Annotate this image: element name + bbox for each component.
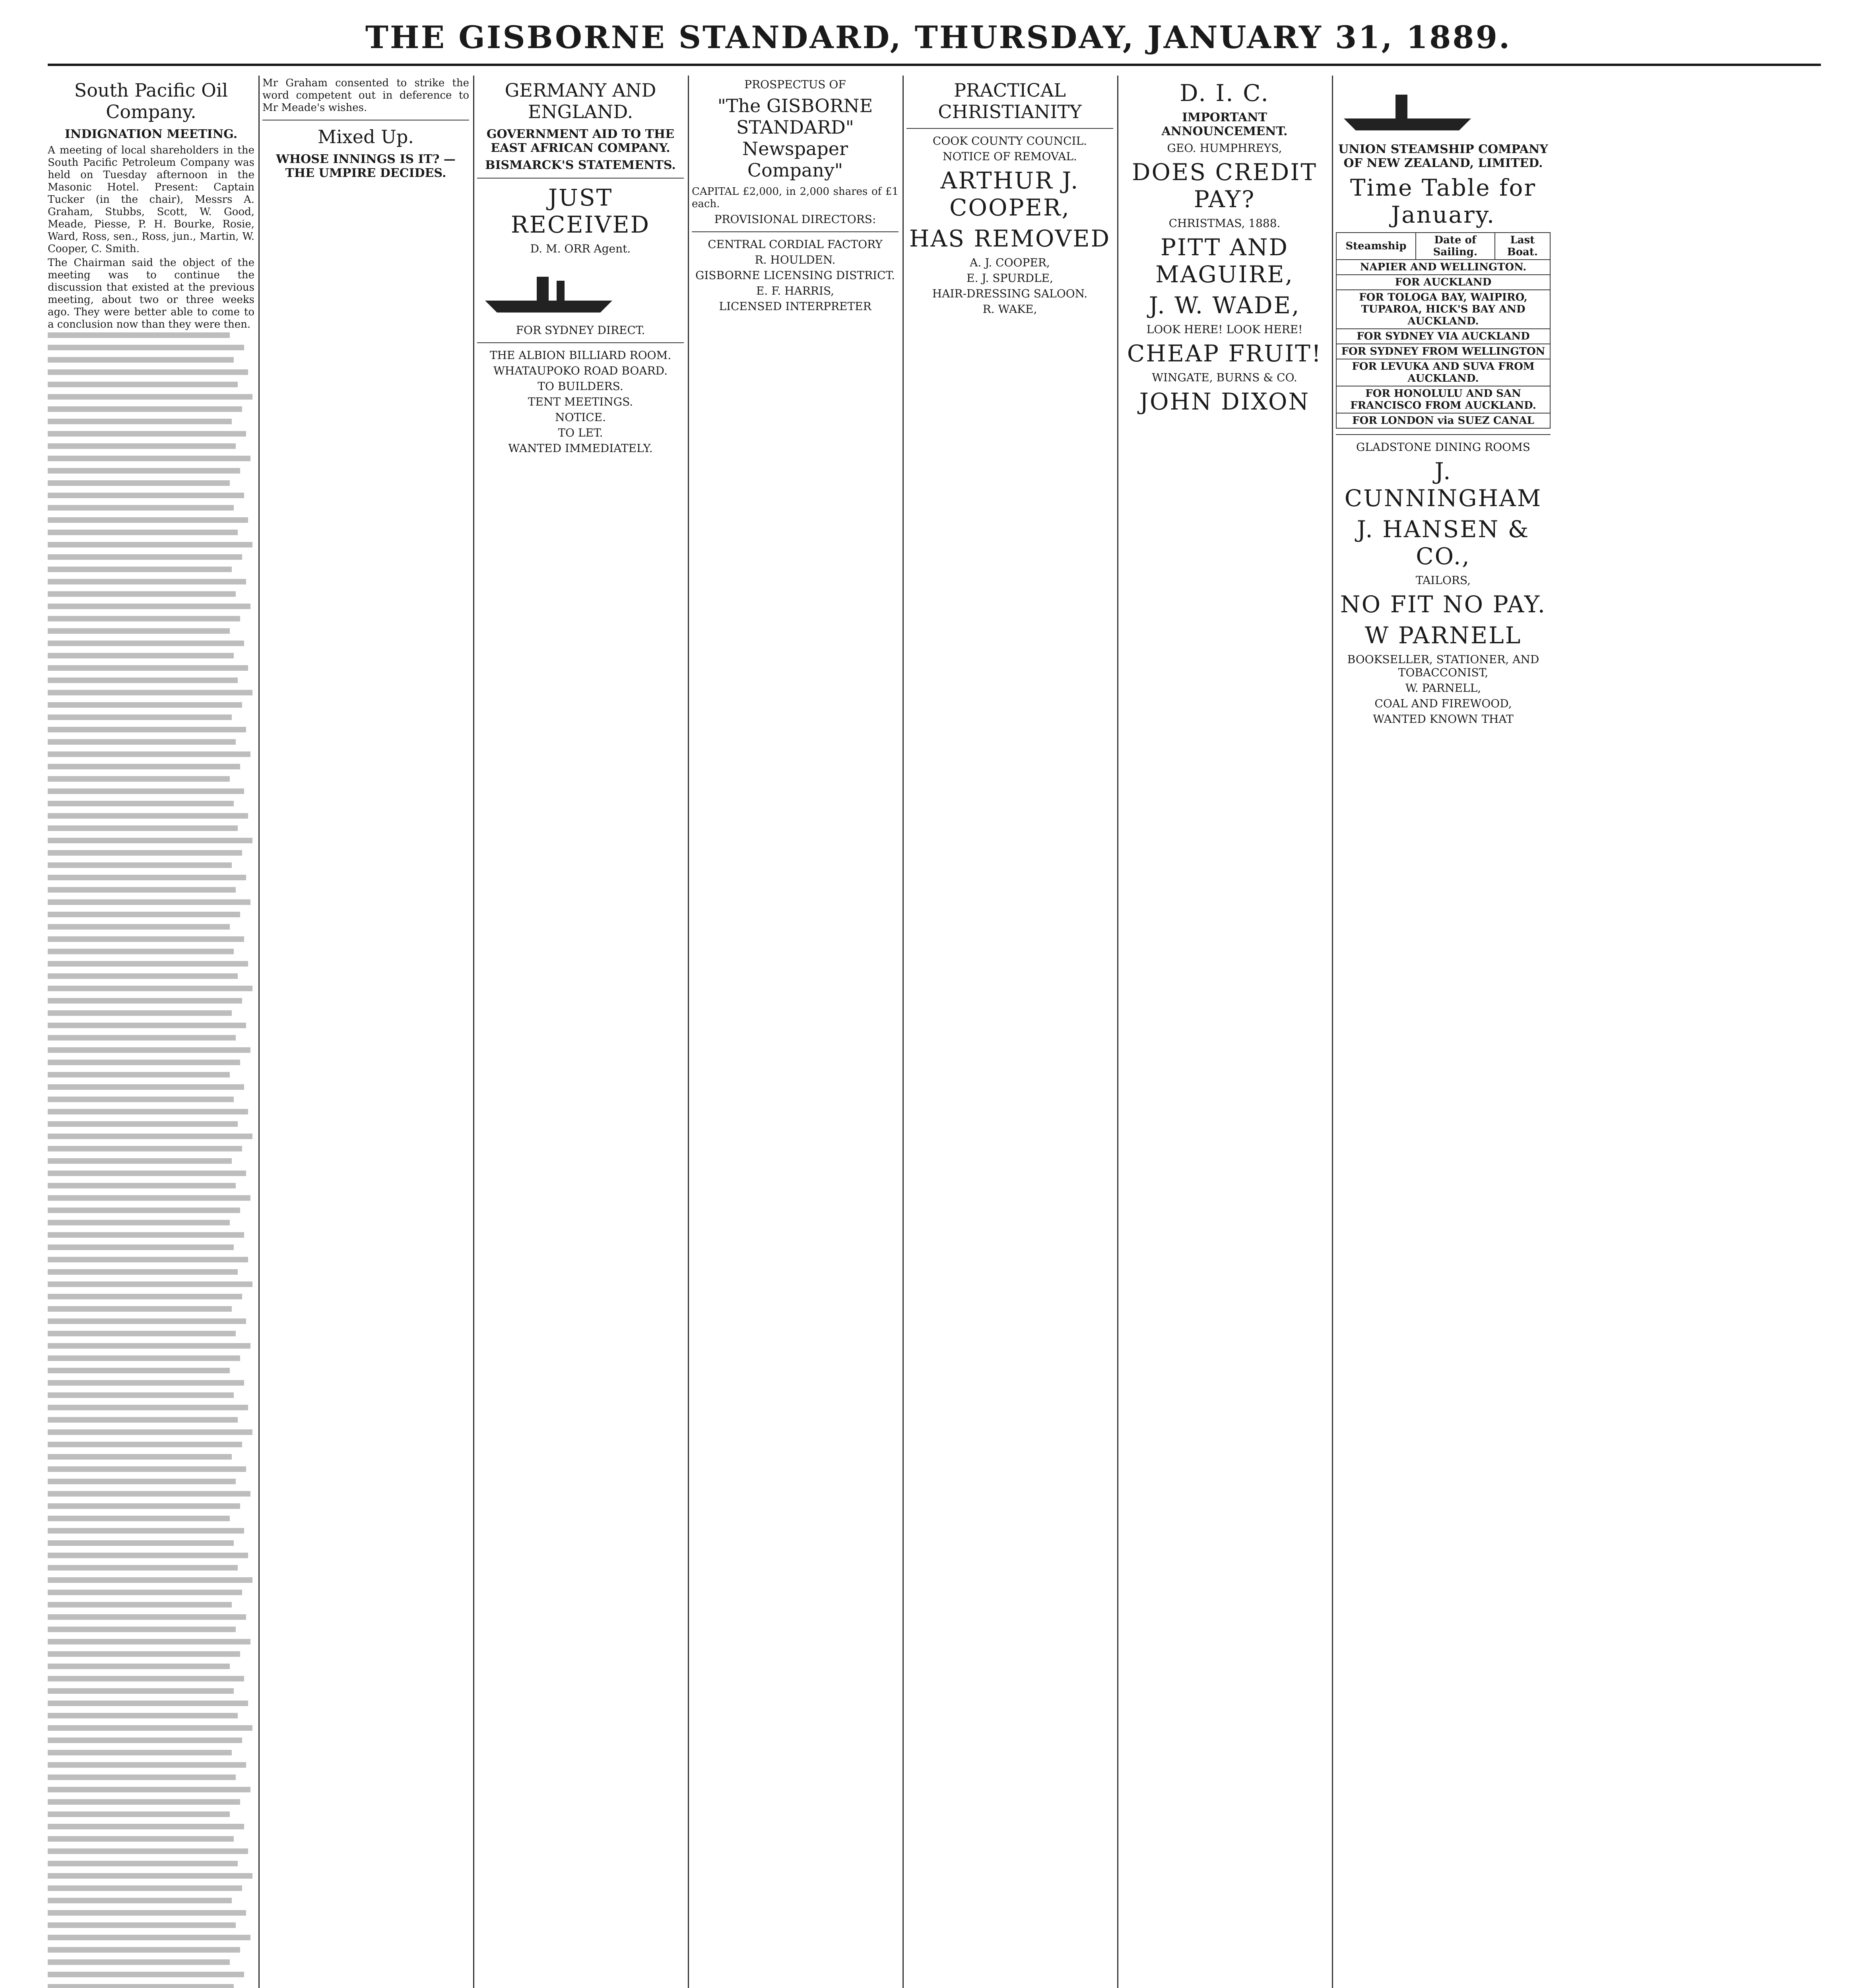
article-text: Mr Graham consented to strike the word competent out in deference to Mr Meade's wishes.	[262, 77, 469, 114]
text-line	[48, 1183, 236, 1188]
text-line	[48, 1121, 238, 1127]
text-line	[48, 1528, 244, 1534]
text-line	[48, 1553, 248, 1558]
text-line	[48, 1848, 248, 1854]
divider	[692, 231, 899, 232]
ad-heading: COAL AND FIREWOOD,	[1374, 697, 1512, 710]
text-line	[48, 530, 238, 535]
text-line	[48, 369, 248, 375]
text-line	[48, 1922, 236, 1928]
text-line	[48, 456, 250, 461]
ad-heading: D. I. C.	[1180, 80, 1269, 107]
text-line	[48, 579, 246, 584]
masthead-rule	[48, 64, 1821, 66]
ad-heading: WANTED KNOWN THAT	[1373, 712, 1514, 726]
column-1	[48, 76, 254, 1988]
article-subtitle: BISMARCK'S STATEMENTS.	[485, 158, 676, 172]
ad-heading: FOR SYDNEY DIRECT.	[516, 324, 645, 337]
ad-subheading: IMPORTANT ANNOUNCEMENT.	[1161, 111, 1288, 138]
text-line	[48, 1738, 242, 1743]
ad-heading: LOOK HERE! LOOK HERE!	[1146, 323, 1303, 336]
text-line	[48, 690, 252, 695]
text-line	[48, 776, 230, 782]
timetable-header: Last Boat.	[1495, 233, 1550, 260]
ad-heading: PROVISIONAL DIRECTORS:	[714, 213, 876, 226]
text-line	[48, 936, 244, 942]
ad-heading: ARTHUR J. COOPER,	[940, 167, 1079, 221]
ad-heading: HAIR-DRESSING SALOON.	[932, 287, 1088, 300]
ad-heading: GEO. HUMPHREYS,	[1167, 142, 1282, 155]
text-line	[48, 1959, 230, 1965]
text-line	[48, 628, 230, 634]
ad-heading: LICENSED INTERPRETER	[719, 300, 871, 313]
ad-heading: E. F. HARRIS,	[756, 284, 835, 297]
text-line	[48, 850, 242, 856]
ship-icon	[1336, 79, 1479, 134]
text-line	[48, 591, 236, 597]
text-line	[48, 887, 236, 893]
ad-heading: PITT AND MAGUIRE,	[1155, 234, 1294, 288]
text-line	[48, 1232, 244, 1238]
ad-heading: TENT MEETINGS.	[528, 395, 633, 408]
timetable-title: Time Table for January.	[1350, 174, 1537, 228]
text-line	[48, 1454, 232, 1460]
text-line	[48, 1072, 230, 1077]
text-line	[48, 1035, 236, 1041]
text-line	[48, 665, 248, 671]
text-line	[48, 493, 244, 498]
ad-heading: D. M. ORR Agent.	[530, 242, 631, 255]
ad-heading: CENTRAL CORDIAL FACTORY	[708, 238, 883, 251]
ad-heading: THE ALBION BILLIARD ROOM.	[489, 349, 672, 362]
timetable-route: FOR AUCKLAND	[1336, 275, 1550, 290]
text-line	[48, 739, 236, 745]
text-line	[48, 727, 246, 732]
text-line	[48, 604, 250, 609]
divider	[477, 178, 684, 179]
text-line	[48, 1466, 246, 1472]
ad-heading: R. HOULDEN.	[755, 253, 836, 266]
text-line	[48, 1824, 244, 1829]
ad-heading: J. W. WADE,	[1149, 292, 1300, 319]
text-line	[48, 641, 244, 646]
article-subtitle: GOVERNMENT AID TO THE EAST AFRICAN COMPANY.	[486, 127, 675, 155]
text-line	[48, 1306, 232, 1312]
ad-heading: NO FIT NO PAY.	[1340, 591, 1547, 618]
text-line	[48, 1935, 250, 1940]
text-line	[48, 1910, 246, 1916]
text-line	[48, 653, 234, 658]
text-line	[48, 986, 252, 991]
text-line	[48, 1281, 252, 1287]
text-line	[48, 1109, 248, 1114]
ad-heading: W. PARNELL,	[1405, 681, 1481, 695]
text-line	[48, 764, 240, 769]
text-line	[48, 678, 238, 683]
article-title: South Pacific Oil Company.	[74, 80, 228, 122]
ad-heading: J. CUNNINGHAM	[1344, 458, 1542, 512]
timetable-route: FOR SYDNEY FROM WELLINGTON	[1336, 344, 1550, 359]
text-line	[48, 1294, 242, 1299]
text-line	[48, 1811, 230, 1817]
text-line	[48, 554, 242, 560]
ad-heading: W PARNELL	[1364, 622, 1522, 649]
text-line	[48, 1257, 248, 1262]
text-line	[48, 1331, 236, 1336]
text-line	[48, 1047, 250, 1053]
masthead: THE GISBORNE STANDARD, THURSDAY, JANUARY 31, 1889.	[365, 19, 1512, 56]
text-line	[48, 1972, 244, 1977]
ship-icon	[477, 261, 620, 316]
text-line	[48, 1565, 238, 1571]
column-rule	[688, 76, 689, 1988]
ad-heading: WINGATE, BURNS & CO.	[1152, 371, 1297, 384]
ad-heading: J. HANSEN & CO.,	[1357, 516, 1530, 570]
ad-heading: NOTICE OF REMOVAL.	[943, 150, 1077, 163]
text-line	[48, 825, 238, 831]
ad-heading: GISBORNE LICENSING DISTRICT.	[695, 269, 895, 282]
text-line	[48, 616, 240, 621]
timetable-route: FOR SYDNEY VIA AUCKLAND	[1336, 329, 1550, 344]
article-title: PRACTICAL CHRISTIANITY	[938, 80, 1082, 122]
timetable-route: FOR TOLOGA BAY, WAIPIRO, TUPAROA, HICK'S BAY AND AUCKLAND.	[1336, 290, 1550, 329]
text-line	[48, 1614, 246, 1620]
text-line	[48, 1701, 248, 1706]
text-line	[48, 1208, 240, 1213]
text-line	[48, 431, 246, 437]
article-subtitle: INDIGNATION MEETING.	[64, 127, 238, 141]
text-line	[48, 1146, 242, 1151]
timetable-header: Steamship	[1336, 233, 1416, 260]
text-line	[48, 1861, 238, 1866]
text-line	[48, 542, 252, 547]
column-rule	[902, 76, 904, 1988]
text-filler	[48, 332, 254, 1988]
divider	[1336, 434, 1551, 435]
column-rule	[1117, 76, 1118, 1988]
text-line	[48, 838, 252, 843]
text-line	[48, 949, 234, 954]
text-line	[48, 1220, 230, 1225]
text-line	[48, 1873, 252, 1879]
text-line	[48, 788, 244, 794]
ad-heading: GLADSTONE DINING ROOMS	[1356, 441, 1530, 454]
text-line	[48, 1836, 234, 1842]
text-line	[48, 1651, 240, 1657]
article-title: Mixed Up.	[318, 126, 414, 148]
text-line	[48, 1023, 246, 1028]
text-line	[48, 801, 234, 806]
text-line	[48, 1787, 250, 1792]
text-line	[48, 1688, 234, 1694]
text-line	[48, 1639, 250, 1644]
timetable	[1336, 232, 1551, 429]
text-line	[48, 505, 234, 511]
column-5	[906, 76, 1113, 1988]
ad-heading: COOK COUNTY COUNCIL.	[932, 134, 1087, 148]
text-line	[48, 714, 232, 720]
text-line	[48, 1380, 244, 1386]
text-line	[48, 1368, 230, 1373]
text-line	[48, 1602, 232, 1607]
text-line	[48, 1097, 234, 1102]
ad-heading: TO BUILDERS.	[538, 380, 623, 393]
text-line	[48, 406, 242, 412]
column-3	[477, 76, 684, 1988]
ad-heading: PROSPECTUS OF	[744, 78, 846, 91]
text-line	[48, 332, 230, 338]
ad-heading: NOTICE.	[555, 411, 606, 424]
column-rule	[473, 76, 474, 1988]
ad-heading: CHRISTMAS, 1888.	[1168, 217, 1281, 230]
ad-heading: E. J. SPURDLE,	[967, 272, 1053, 285]
text-line	[48, 1713, 238, 1718]
ad-heading: HAS REMOVED	[909, 225, 1111, 252]
text-line	[48, 1269, 238, 1275]
text-line	[48, 1479, 236, 1484]
text-line	[48, 1774, 236, 1780]
ad-heading: BOOKSELLER, STATIONER, AND TOBACCONIST,	[1347, 653, 1539, 679]
text-line	[48, 1590, 242, 1595]
text-line	[48, 1429, 252, 1435]
text-line	[48, 1084, 244, 1090]
column-rule	[258, 76, 260, 1988]
ad-heading: WANTED IMMEDIATELY.	[508, 442, 653, 455]
text-line	[48, 998, 242, 1004]
ad-heading: UNION STEAMSHIP COMPANY OF NEW ZEALAND, LIMITED.	[1338, 142, 1548, 170]
column-4	[692, 76, 899, 1988]
text-line	[48, 924, 230, 930]
text-line	[48, 394, 252, 400]
ad-heading: DOES CREDIT PAY?	[1131, 159, 1318, 213]
timetable-route: FOR HONOLULU AND SAN FRANCISCO FROM AUCKLAND.	[1336, 386, 1550, 413]
text-line	[48, 1060, 240, 1065]
text-line	[48, 468, 240, 474]
text-line	[48, 443, 236, 449]
text-line	[48, 1195, 250, 1201]
article-text: The Chairman said the object of the meeting was to continue the discussion that existed at the previous meeting, about two or three weeks ago. They were better able to come to a conclusion now than they were then.	[48, 257, 254, 330]
text-line	[48, 1503, 240, 1509]
text-line	[48, 1491, 250, 1497]
text-line	[48, 813, 248, 819]
text-line	[48, 912, 240, 917]
text-line	[48, 345, 244, 350]
ad-heading: TAILORS,	[1415, 574, 1471, 587]
text-line	[48, 1676, 244, 1681]
text-line	[48, 1158, 232, 1164]
ad-heading: WHATAUPOKO ROAD BOARD.	[493, 364, 668, 377]
text-line	[48, 862, 232, 868]
ad-heading: R. WAKE,	[982, 303, 1037, 316]
ad-heading: A. J. COOPER,	[970, 256, 1050, 269]
article-text: A meeting of local shareholders in the South Pacific Petroleum Company was held on Tuesday afternoon in the Masonic Hotel. Present: Captain Tucker (in the chair), Messrs A. Graham, Stubbs, Scott, W. Good, Meade, Piesse, P. H. Bourke, Rosie, Ward, Ross, sen., Ross, jun., Martin, W. Cooper, C. Smith.	[48, 144, 254, 255]
text-line	[48, 1947, 240, 1953]
text-line	[48, 1516, 230, 1521]
text-line	[48, 1405, 248, 1410]
text-line	[48, 357, 234, 363]
text-line	[48, 1885, 242, 1891]
text-line	[48, 1540, 234, 1546]
text-line	[48, 1799, 240, 1805]
text-line	[48, 1577, 252, 1583]
text-line	[48, 1984, 234, 1988]
text-line	[48, 702, 242, 708]
text-line	[48, 382, 238, 387]
text-line	[48, 1134, 252, 1139]
text-line	[48, 1762, 246, 1768]
text-line	[48, 875, 246, 880]
text-line	[48, 1442, 242, 1447]
text-line	[48, 1171, 246, 1176]
ad-heading: "The GISBORNE STANDARD" Newspaper Company"	[717, 95, 873, 181]
ad-heading: TO LET.	[558, 426, 603, 439]
text-line	[48, 1664, 230, 1669]
article-title: GERMANY AND ENGLAND.	[505, 80, 656, 122]
text-line	[48, 1010, 232, 1016]
text-line	[48, 567, 232, 572]
text-line	[48, 480, 230, 486]
divider	[906, 128, 1113, 129]
text-line	[48, 899, 250, 905]
text-line	[48, 1355, 240, 1361]
ad-text: CAPITAL £2,000, in 2,000 shares of £1 each.	[692, 186, 899, 210]
text-line	[48, 1417, 238, 1423]
text-line	[48, 1627, 236, 1632]
text-line	[48, 1392, 234, 1398]
text-line	[48, 1750, 232, 1755]
timetable-route: NAPIER AND WELLINGTON.	[1336, 260, 1550, 275]
text-line	[48, 1898, 232, 1903]
text-line	[48, 973, 238, 979]
column-2	[262, 76, 469, 1988]
column-rule	[1332, 76, 1333, 1988]
divider	[477, 342, 684, 343]
text-line	[48, 1244, 234, 1250]
text-line	[48, 751, 250, 757]
timetable-header: Date of Sailing.	[1416, 233, 1495, 260]
text-line	[48, 1343, 250, 1349]
ad-heading: CHEAP FRUIT!	[1127, 340, 1322, 367]
timetable-route: FOR LEVUKA AND SUVA FROM AUCKLAND.	[1336, 359, 1550, 386]
text-line	[48, 1725, 252, 1731]
column-7	[1336, 76, 1551, 1988]
timetable-route: FOR LONDON via SUEZ CANAL	[1336, 413, 1550, 428]
ad-heading: JOHN DIXON	[1139, 388, 1310, 415]
article-subtitle: WHOSE INNINGS IS IT? — THE UMPIRE DECIDES.	[276, 152, 456, 180]
text-line	[48, 961, 248, 967]
text-line	[48, 419, 232, 424]
ad-heading: JUST RECEIVED	[510, 184, 650, 238]
text-line	[48, 1318, 246, 1324]
column-6	[1121, 76, 1328, 1988]
text-line	[48, 517, 248, 523]
